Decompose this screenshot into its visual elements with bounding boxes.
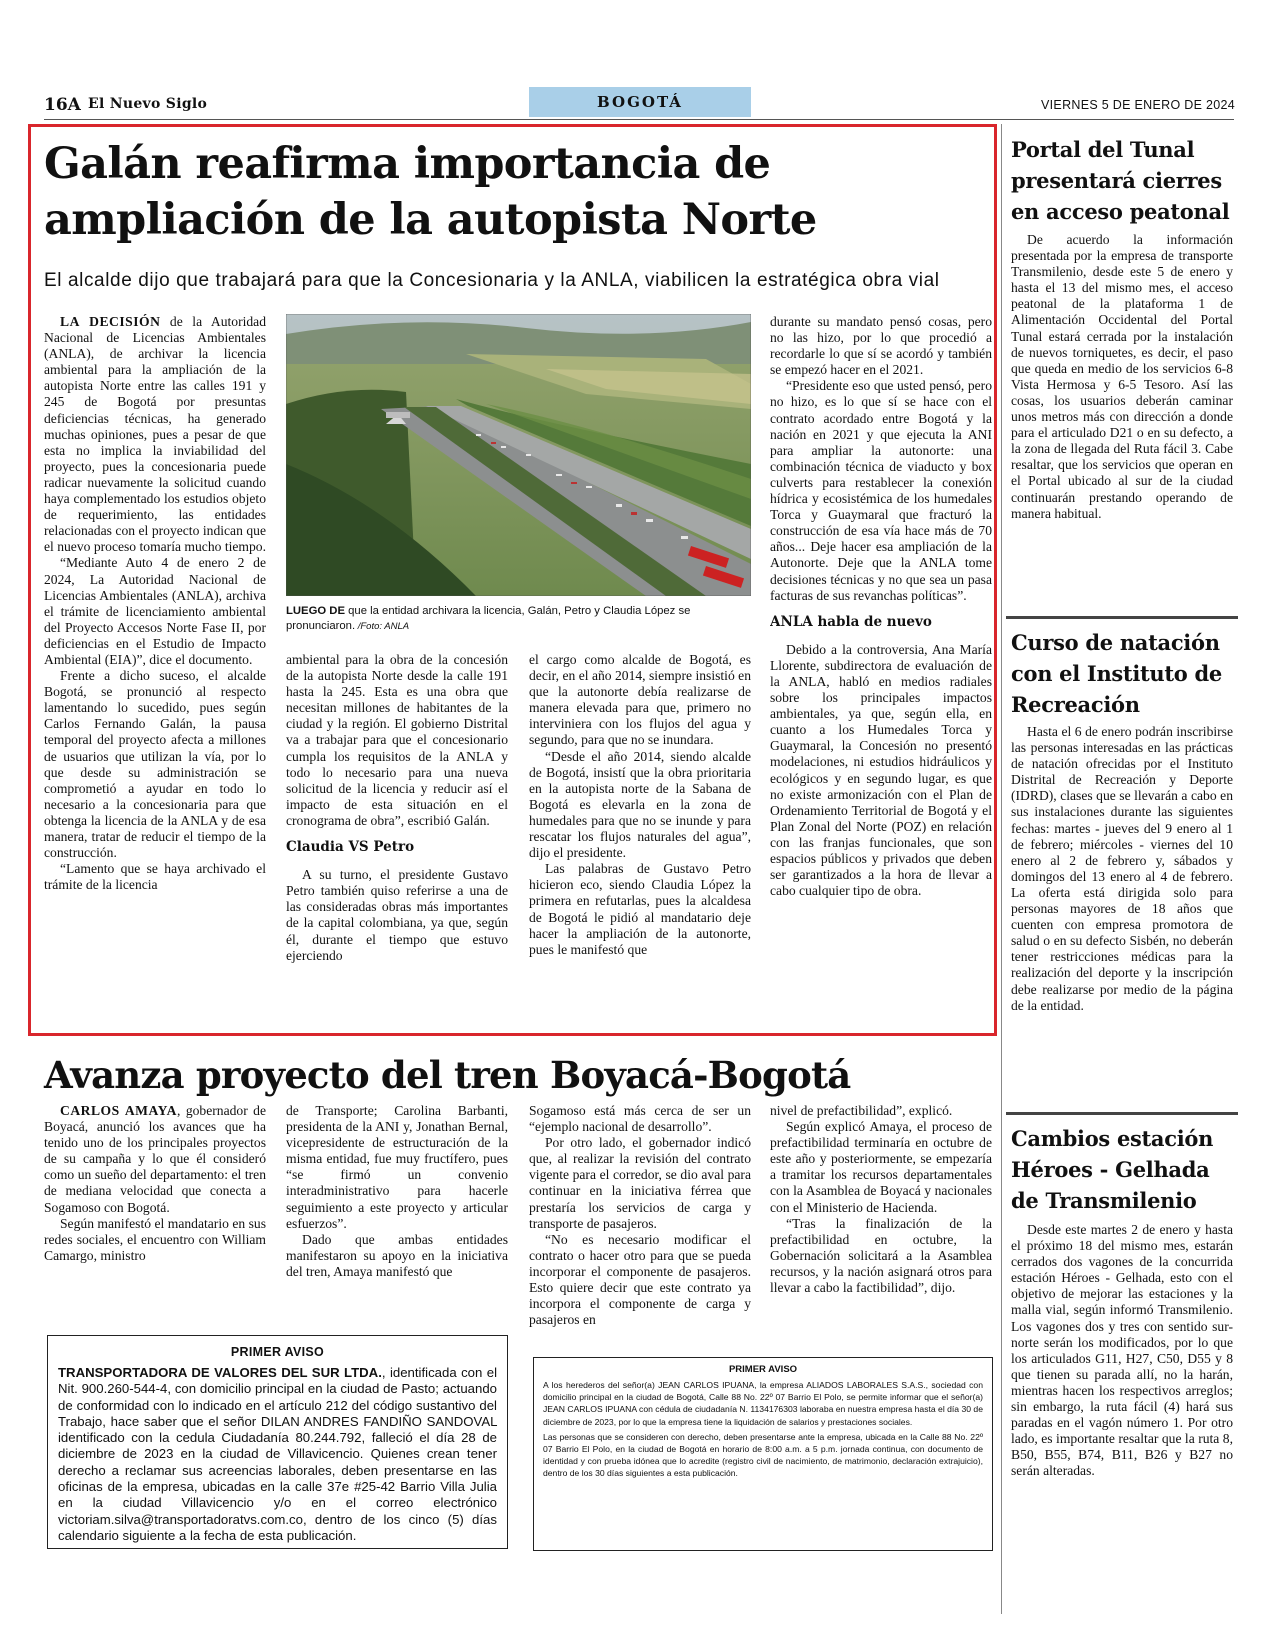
lead-in: LA DECISIÓN (60, 314, 161, 329)
notice-title: PRIMER AVISO (230, 1345, 325, 1359)
notice-text: Las personas que se consideren con derecho, deben presentarse ante la empresa, ubicada en la Calle 88 No. 22º 07 Barrio El Polo, en la ciudad de Bogotá en horario de 8:00 a.m. a 5 p.m. jornada continua, con documento de identidad y con prueba idónea que lo acredite (registro civil de nacimiento, de matrimonio, declaración extrajuicio), dentro de los 30 días siguientes a esta publicación. (543, 1431, 983, 1479)
sidebar-body-1 (1011, 232, 1233, 604)
main-column-1 (44, 314, 266, 1030)
notice-title: PRIMER AVISO (728, 1364, 798, 1375)
paragraph: Desde este martes 2 de enero y hasta el próximo 18 del mismo mes, estarán cerrados dos vagones de la concurrida estación Héroes - Gelhada, esto con el objetivo de mejorar las estaciones y la malla vial, según informó Transmilenio. Los vagones dos y tres con sentido sur-norte serán los modificados, por lo que los articulados G11, H27, C50, D55 y 8 que tienen su parada allí, no la harán, mientras hacen los respectivos arreglos; sin embargo, la ruta fácil (4) hará sus paradas en el vagón número 1. Por otro lado, es importante resaltar que la ruta 8, B50, B55, B74, B11, B26 y B27 no serán alteradas. (1011, 1222, 1233, 1479)
company-name: TRANSPORTADORA DE VALORES DEL SUR LTDA. (58, 1365, 382, 1380)
main-headline: Galán reafirma importancia de ampliación de la autopista Norte (44, 139, 817, 245)
legal-notice-2 (533, 1357, 993, 1551)
caption-lead: LUEGO DE (286, 605, 345, 617)
sidebar-headline-3: Cambios estación Héroes - Gelhada de Transmilenio (1011, 1126, 1214, 1213)
second-column-1 (44, 1103, 266, 1315)
paragraph: de Transporte; Carolina Barbanti, presidenta de la ANI y, Jonathan Bernal, vicepresidente de estructuración de la misma entidad, fue muy fructífero, pues “se firmó un convenio interadministrativo para hacerle seguimiento a este proyecto y articular esfuerzos”. (286, 1103, 508, 1231)
second-column-3 (529, 1103, 751, 1341)
paragraph: Según manifestó el mandatario en sus redes sociales, el encuentro con William Camargo, ministro (44, 1215, 266, 1263)
caption-text: que la entidad archivara la licencia, Galán, Petro y Claudia López se pronunciaron. (286, 605, 691, 632)
paragraph: A su turno, el presidente Gustavo Petro también quiso referirse a una de las consideradas obras más importantes de la capital colombiana, ya que, según él, durante el tiempo que estuvo ejerciendo (286, 867, 508, 963)
second-headline: Avanza proyecto del tren Boyacá-Bogotá (44, 1053, 851, 1097)
subheading: Claudia VS Petro (286, 839, 415, 856)
issue-date: VIERNES 5 DE ENERO DE 2024 (1041, 98, 1235, 112)
highway-photo (286, 314, 751, 596)
sidebar-body-3 (1011, 1222, 1233, 1614)
paragraph: Hasta el 6 de enero podrán inscribirse las personas interesadas en las prácticas de natación ofrecidas por el Instituto Distrital de Recreación y Deporte (IDRD), clases que se llevarán a cabo en sus instalaciones durante las siguientes fechas: martes - jueves del 9 enero al 1 de febrero; miércoles - viernes del 10 enero al 2 de febrero y, sábados y domingos del 13 enero al 4 de febrero. La oferta está dirigida solo para personas mayores de 18 años que cuenten con empresa promotora de salud o en su defecto Sisbén, no deberán tener restricciones médicas para la realización del deporte y la inscripción debe realizarse por medio de la página de la entidad. (1011, 724, 1233, 1013)
section-label: BOGOTÁ (529, 87, 751, 117)
paragraph: “Desde el año 2014, siendo alcalde de Bogotá, insistí que la obra prioritaria en la autopista norte de la Sabana de Bogotá es elevarla en la zona de humedales para que no se inunde y para rescatar los flujos naturales del agua”, dijo el presidente. (529, 748, 751, 861)
header-rule (44, 119, 1234, 120)
main-column-2 (286, 652, 508, 1030)
sidebar-headline-2: Curso de natación con el Instituto de Recreación (1011, 630, 1222, 717)
paragraph: ambiental para la obra de la concesión de la autopista Norte desde la calle 191 hasta la 245. Esta es una obra que necesitan millones de habitantes de la ciudad y la región. El gobierno Distrital va a trabajar para que el concesionario cumpla los requisitos de la ANLA y todo lo necesario para una nueva solicitud de la licencia y reducir así el impacto de esta situación en el cronograma de obra”, escribió Galán. (286, 652, 508, 828)
sidebar-headline-1: Portal del Tunal presentará cierres en acceso peatonal (1011, 137, 1230, 224)
sidebar-rule (1006, 616, 1238, 619)
second-column-4 (770, 1103, 992, 1341)
photo-caption (286, 604, 751, 634)
notice-text: , identificada con el Nit. 900.260-544-4, con domicilio principal en la ciudad de Pasto; actuando de conformidad con lo indicado en el artículo 212 del código sustantivo del Trabajo, hace saber que el señor (58, 1365, 497, 1429)
subheading: ANLA habla de nuevo (770, 613, 932, 630)
sidebar-rule (1006, 1112, 1238, 1115)
notice-body (58, 1365, 497, 1544)
paragraph: Las palabras de Gustavo Petro hicieron eco, siendo Claudia López la primera en refutarlas, pues la alcaldesa de Bogotá le pidió al mandatario deje hacer la ampliación de la autonorte, pues le manifestó que (529, 861, 751, 957)
paragraph: Frente a dicho suceso, el alcalde Bogotá, se pronunció al respecto lamentando lo sucedido, pues según Carlos Fernando Galán, la pausa temporal del proyecto afecta a millones de usuarios que utilizan la vía, por lo que desde su administración se comprometió a ayudar en todo lo necesario a la concesionaria para que obtenga la licencia de la ANLA y de esa manera, tratar de reducir el tiempo de la construcción. (44, 668, 266, 861)
paragraph: “Presidente eso que usted pensó, pero no hizo, es lo que sí se hace con el contrato acordado entre Bogotá y la nación en 2021 y que ejecuta la ANI para ampliar la autonorte: una combinación técnica de viaducto y box culverts para restablecer la conexión hídrica y ecosistémica de los humedales Torca y Guaymaral que fracturó la construcción de esa vía hace más de 70 años... Deje hacer esa ampliación de la Autonorte. Deje que la ANLA tome decisiones técnicas y no que sea un pasa facturas de sus revanchas políticas”. (770, 378, 992, 603)
paragraph: durante su mandato pensó cosas, pero no las hizo, por lo que procedió a recordarle lo que sí se acordó y también se empezó hacer en el 2021. (770, 314, 992, 378)
newspaper-name: El Nuevo Siglo (88, 96, 208, 112)
second-column-2 (286, 1103, 508, 1315)
paragraph: De acuerdo la información presentada por la empresa de transporte Transmilenio, desde este 5 de enero y hasta el 13 del mismo mes, el acceso peatonal de la plataforma 1 de Alimentación Occidental del Portal Tunal estará cerrada por la instalación de nuevos torniquetes, es decir, el paso que queda en medio de los servicios 6-8 Vista Hermosa y 6-5 Tesoro. Así las cosas, los usuarios deberán caminar unos metros más con dirección a donde para el articulado D21 o en su defecto, a la zona de llegada del Ruta fácil 3. Cabe resaltar, que los servicios que operan en el Portal ubicado al sur de la ciudad continuarán prestando operando de manera habitual. (1011, 232, 1233, 521)
paragraph: Según explicó Amaya, el proceso de prefactibilidad terminaría en octubre de este año y posteriormente, se empezaría a tramitar los recursos departamentales con la Asamblea de Boyacá y nacionales con el Ministerio de Hacienda. (770, 1119, 992, 1215)
main-deck: El alcalde dijo que trabajará para que la Concesionaria y la ANLA, viabilicen la estratégica obra vial (44, 270, 940, 291)
page-number: 16A (44, 95, 81, 115)
paragraph: el cargo como alcalde de Bogotá, es decir, en el año 2014, siempre insistió en que la autonorte debía realizarse de manera elevada para que, primero no interviniera con los flujos del agua y segundo, para que no se inundara. (529, 652, 751, 748)
sidebar-divider (1001, 124, 1002, 1614)
deceased-name: DILAN ANDRES FANDIÑO SANDOVAL (260, 1413, 497, 1429)
sidebar-body-2 (1011, 724, 1233, 1102)
legal-notice-1 (47, 1335, 508, 1549)
photo-credit: /Foto: ANLA (355, 621, 410, 632)
main-column-3 (529, 652, 751, 1030)
paragraph: “Lamento que se haya archivado el trámite de la licencia (44, 861, 266, 893)
paragraph: de la Autoridad Nacional de Licencias Ambientales (ANLA), de archivar la licencia ambiental para la ampliación de la autopista Norte entre las calles 191 y 245 de Bogotá por presuntas deficiencias técnicas, ha generado muchas opiniones, pues a pesar de que esta no implica la inviabilidad del proyecto, pues la concesionaria puede radicar nuevamente la solicitud cuando haya complementado los estudios objeto de requerimiento, las entidades relacionadas con el proyecto indican que el nuevo proceso tomaría mucho tiempo. (44, 314, 266, 555)
paragraph: , gobernador de Boyacá, anunció los avances que ha tenido uno de los principales proyectos de su campaña y lo que él consideró como un sueño del departamento: el tren de mediana velocidad que conecta a Sogamoso con Bogotá. (44, 1103, 266, 1215)
notice-body (543, 1379, 983, 1480)
lead-in: CARLOS AMAYA (60, 1103, 177, 1118)
notice-text: A los herederos del señor(a) JEAN CARLOS IPUANA, la empresa ALIADOS LABORALES S.A.S., sociedad con domicilio principal en la ciudad de Bogotá, Calle 88 No. 22º 07 Barrio El Polo, se permite informar que el señor(a) JEAN CARLOS IPUANA con cédula de ciudadanía N. 1134176303 laboraba en nuestra empresa hasta el día 30 de diciembre de 2023, por lo que la empresa tiene la liquidación de salarios y prestaciones sociales. (543, 1380, 983, 1427)
notice-text: identificado con la cedula Ciudadanía 80.244.792, falleció el día 28 de diciembre de 2023 en la ciudad de Villavicencio. Quienes crean tener derecho a reclamar sus acreencias laborales, deben presentarse en las oficinas de la empresa, ubicadas en la calle 37e #25-42 Barrio Villa Julia en la ciudad Villavicencio y/o en el correo electrónico victoriam.silva@transportadoratvs.com.co, dentro de los cinco (5) días calendario siguiente a la fecha de esta publicación. (58, 1430, 497, 1543)
paragraph: “No es necesario modificar el contrato o hacer otro para que se pueda incorporar el componente de pasajeros. Esto quiere decir que este contrato ya incorpora el componente de carga y pasajeros en (529, 1231, 751, 1328)
paragraph: “Mediante Auto 4 de enero 2 de 2024, La Autoridad Nacional de Licencias Ambientales (ANLA), archiva el trámite de licenciamiento ambiental del Proyecto Accesos Norte Fase II, por deficiencias en el Estudio de Impacto Ambiental (EIA)”, dice el documento. (44, 555, 266, 667)
paragraph: Dado que ambas entidades manifestaron su apoyo en la iniciativa del tren, Amaya manifestó que (286, 1231, 508, 1279)
main-column-4 (770, 314, 992, 1030)
paragraph: Por otro lado, el gobernador indicó que, al realizar la revisión del contrato vigente para el corredor, se dio aval para continuar en la iniciativa férrea que prestaría los servicios de carga y transporte de pasajeros. (529, 1135, 751, 1231)
paragraph: Sogamoso está más cerca de ser un “ejemplo nacional de desarrollo”. (529, 1103, 751, 1135)
paragraph: “Tras la finalización de la prefactibilidad en octubre, la Gobernación solicitará a la Asamblea recursos, y la nación asignará otros para llevar a cabo la factibilidad”, dijo. (770, 1215, 992, 1296)
paragraph: nivel de prefactibilidad”, explicó. (770, 1103, 953, 1118)
paragraph: Debido a la controversia, Ana María Llorente, subdirectora de evaluación de la ANLA, habló en medios radiales sobre los principales impactos ambientales, ya que, según ella, en cuanto a los Humedales Torca y Guaymaral, la Concesión no presentó modelaciones, ni estudios hidráulicos y ecológicos y en segundo lugar, es que no existe armonización con el Plan de Ordenamiento Territorial de Bogotá y el Plan Zonal del Norte (POZ) en relación con las franjas funcionales, que son espacios públicos y privados que deben ser garantizados a la hora de llevar a cabo cualquier tipo de obra. (770, 641, 992, 899)
